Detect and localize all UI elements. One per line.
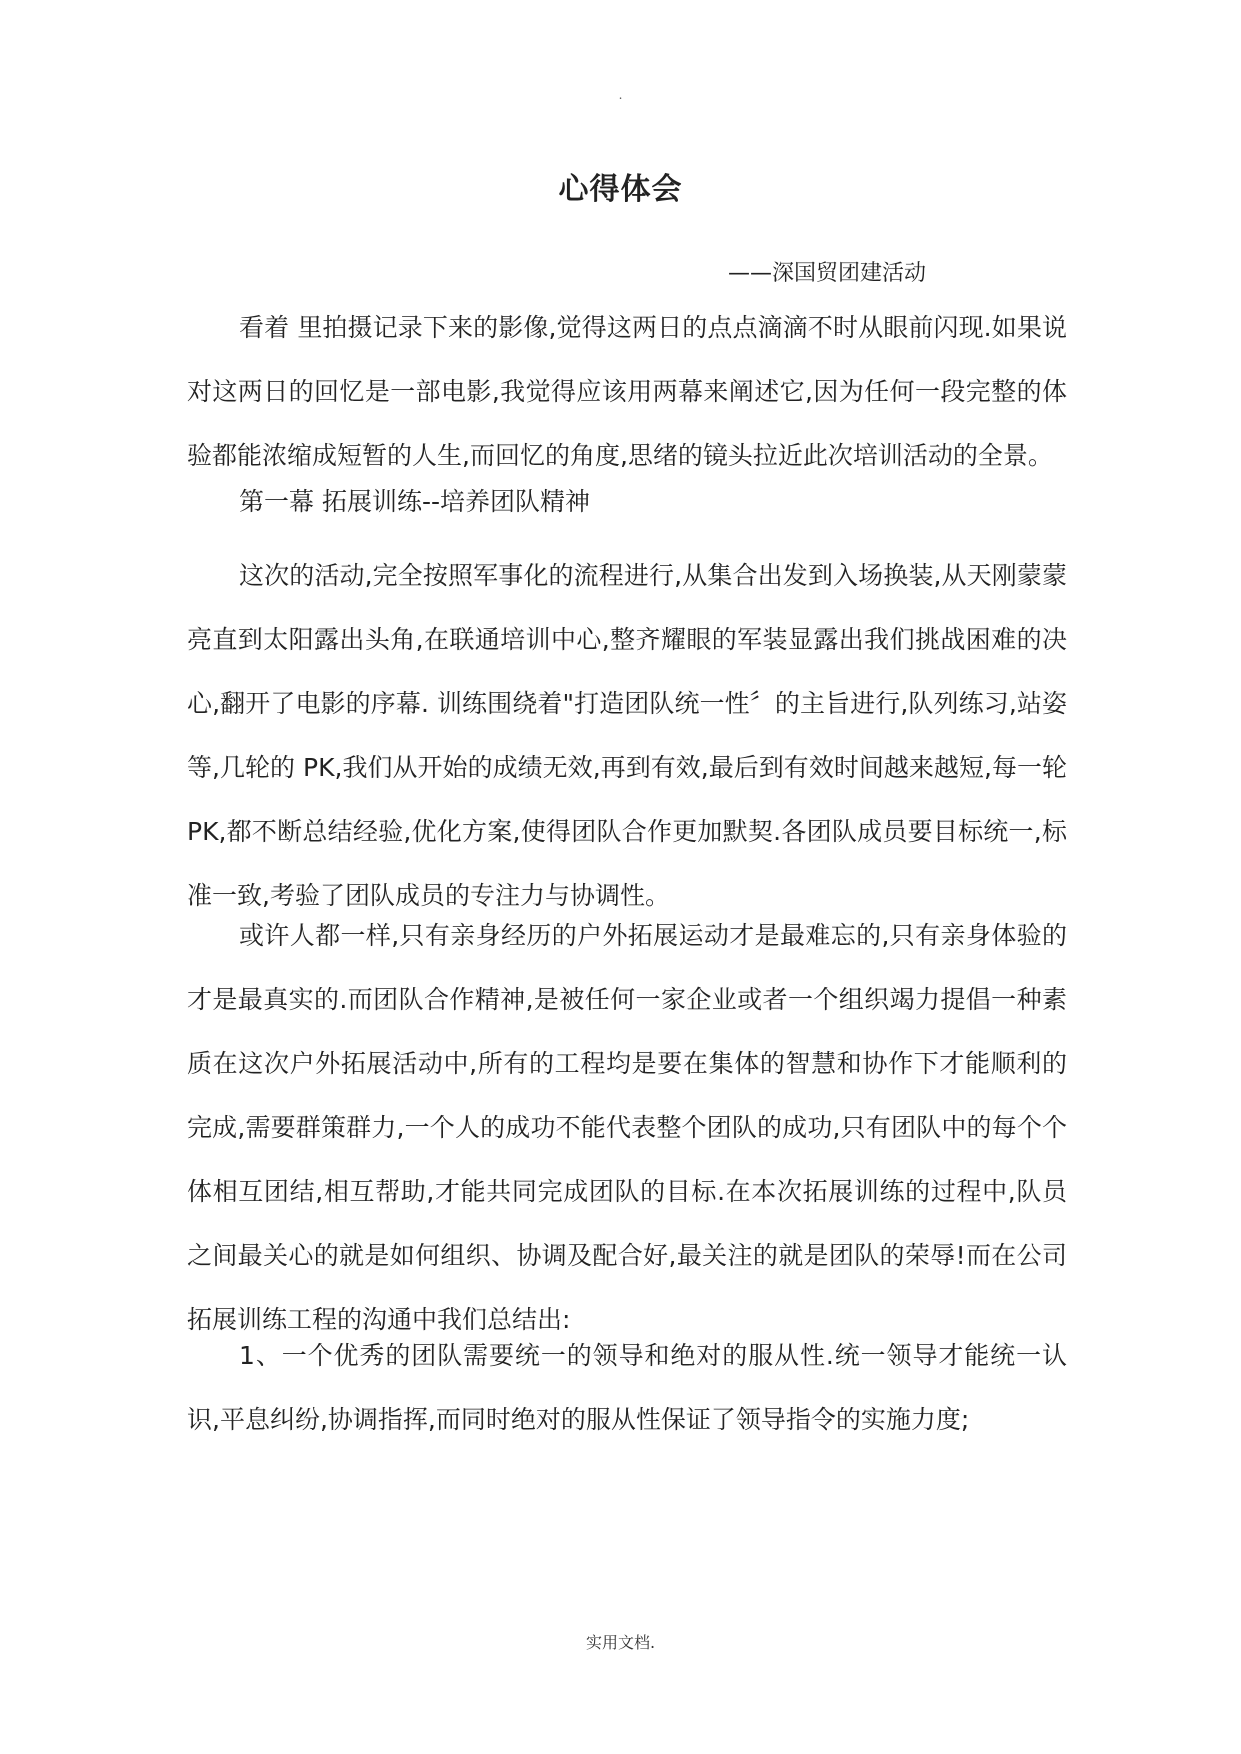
- header-mark: .: [618, 88, 623, 102]
- document-title: 心得体会: [558, 172, 683, 207]
- paragraph-intro: 看着 里拍摄记录下来的影像,觉得这两日的点点滴滴不时从眼前闪现.如果说对这两日的回忆是一部电影,我觉得应该用两幕来阐述它,因为任何一段完整的体验都能浓缩成短暂的人生,而回忆的角度,思绪的镜头拉近此次培训活动的全景。: [187, 313, 1067, 470]
- paragraph-block-3: [187, 904, 1067, 1352]
- paragraph-block-2: [187, 544, 1067, 928]
- paragraph-block-4: [187, 1324, 1067, 1452]
- section-heading: 第一幕 拓展训练--培养团队精神: [239, 487, 590, 516]
- paragraph-point-1: 1、一个优秀的团队需要统一的领导和绝对的服从性.统一领导才能统一认识,平息纠纷,协调指挥,而同时绝对的服从性保证了领导指令的实施力度;: [187, 1341, 1067, 1434]
- document-body: [187, 296, 1067, 488]
- document-subtitle: ——深国贸团建活动: [728, 261, 927, 286]
- section-heading-block: [187, 470, 1067, 534]
- paragraph-teamwork: 或许人都一样,只有亲身经历的户外拓展运动才是最难忘的,只有亲身体验的才是最真实的.而团队合作精神,是被任何一家企业或者一个组织竭力提倡一种素质在这次户外拓展活动中,所有的工程均是要在集体的智慧和协作下才能顺利的完成,需要群策群力,一个人的成功不能代表整个团队的成功,只有团队中的每个个体相互团结,相互帮助,才能共同完成团队的目标.在本次拓展训练的过程中,队员之间最关心的就是如何组织、协调及配合好,最关注的就是团队的荣辱!而在公司拓展训练工程的沟通中我们总结出:: [187, 921, 1067, 1334]
- paragraph-training: 这次的活动,完全按照军事化的流程进行,从集合出发到入场换装,从天刚蒙蒙亮直到太阳露出头角,在联通培训中心,整齐耀眼的军装显露出我们挑战困难的决心,翻开了电影的序幕. 训练围绕着"打造团队统一性〞的主旨进行,队列练习,站姿等,几轮的 PK,我们从开始的成绩无效,再到有效,最后到有效时间越来越短,每一轮 PK,都不断总结经验,优化方案,使得团队合作更加默契.各团队成员要目标统一,标准一致,考验了团队成员的专注力与协调性。: [187, 561, 1067, 910]
- page-footer: 实用文档.: [585, 1633, 656, 1652]
